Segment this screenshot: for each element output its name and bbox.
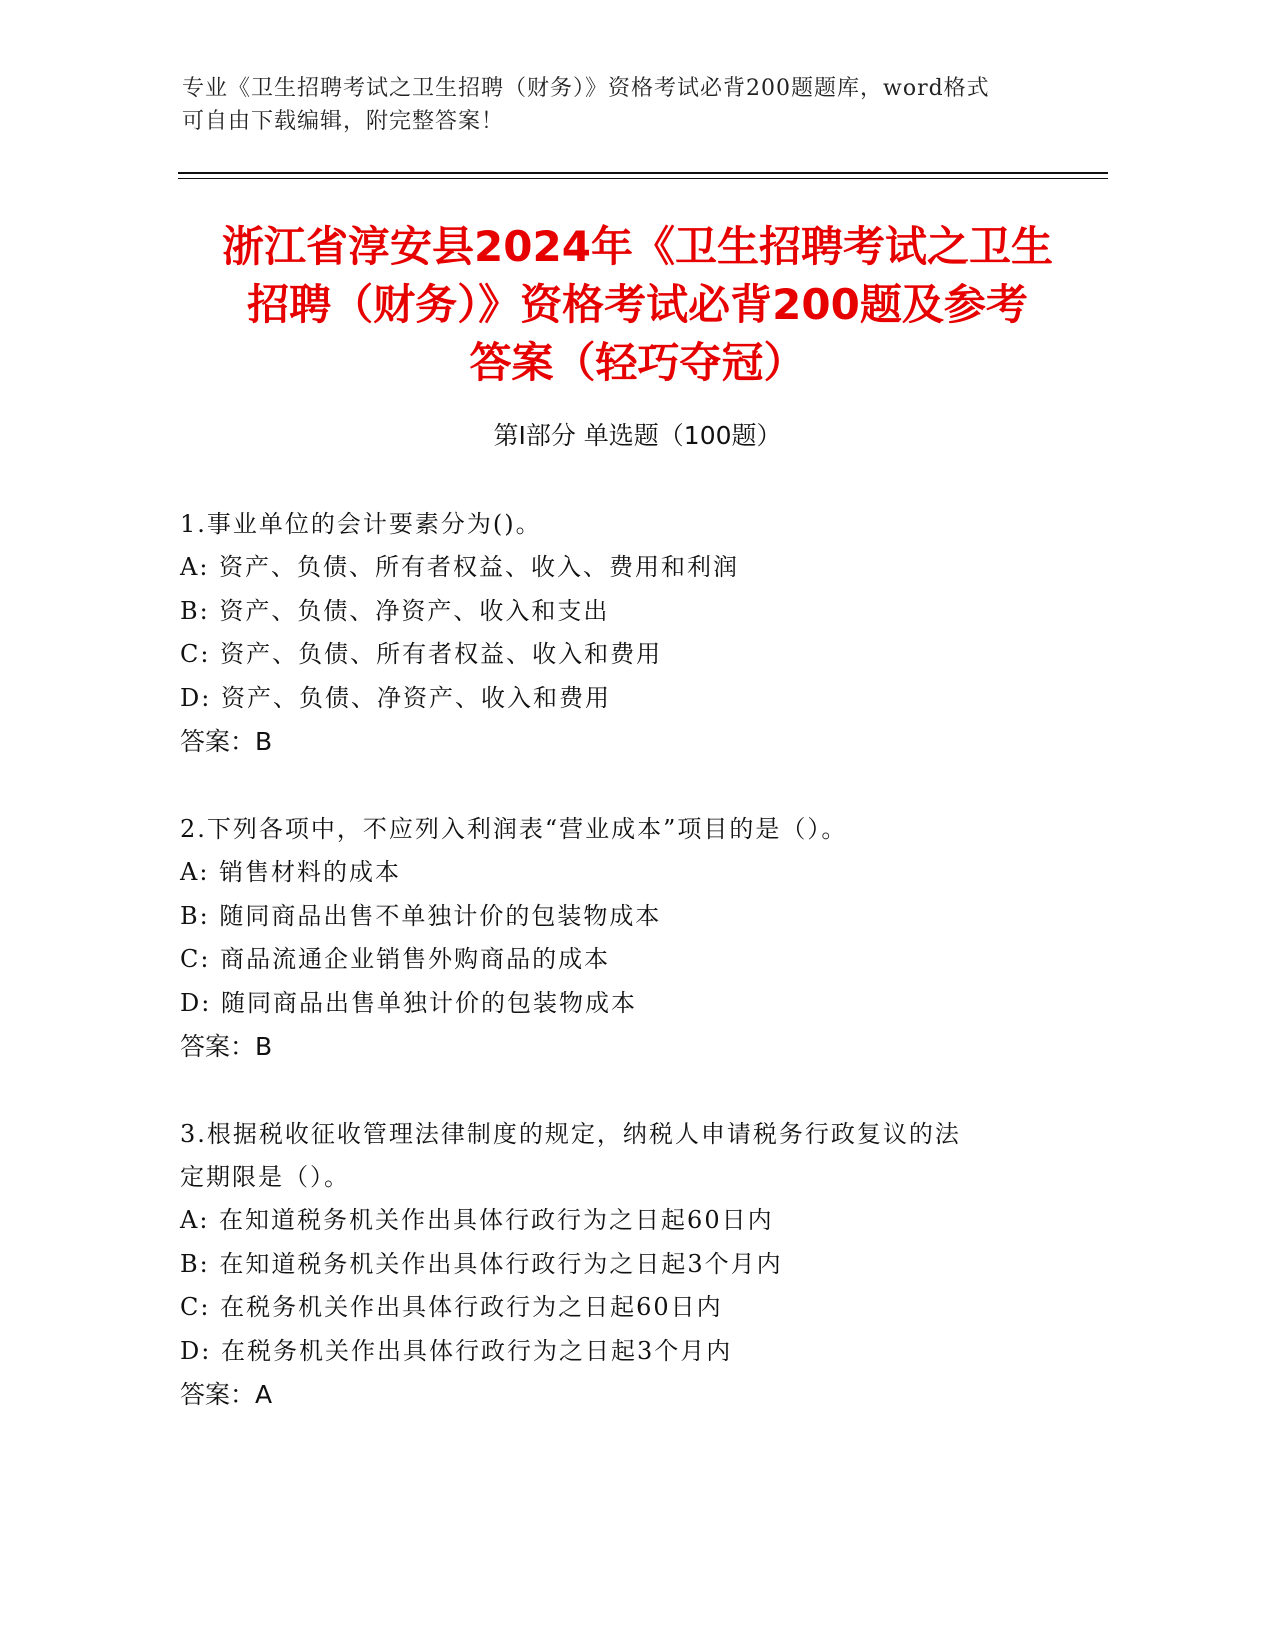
question-option: A: 在知道税务机关作出具体行政行为之日起60日内 [180,1206,774,1234]
question-stem: 1.事业单位的会计要素分为()。 [180,510,542,538]
title-line: 浙江省淳安县2024年《卫生招聘考试之卫生 [222,222,1053,271]
question-answer: 答案：B [180,727,273,756]
question-block [180,1113,1080,1417]
question-answer: 答案：B [180,1032,273,1061]
question-option: A: 资产、负债、所有者权益、收入、费用和利润 [180,553,740,581]
question-option: D: 在税务机关作出具体行政行为之日起3个月内 [180,1336,733,1365]
question-option: C: 在税务机关作出具体行政行为之日起60日内 [180,1293,723,1321]
section-title: 第Ⅰ部分 单选题（100题） [493,421,782,450]
question-option: D: 资产、负债、净资产、收入和费用 [180,683,611,712]
title-line: 招聘（财务）》资格考试必背200题及参考 [247,280,1028,329]
document-title [160,218,1115,392]
question-answer: 答案：A [180,1380,273,1409]
header-divider [178,172,1108,174]
question-option: B: 资产、负债、净资产、收入和支出 [180,596,610,625]
question-block [180,808,1080,1069]
title-line: 答案（轻巧夺冠） [469,338,806,387]
question-block [180,503,1080,764]
header-divider-thin [178,178,1108,179]
question-option: B: 随同商品出售不单独计价的包装物成本 [180,901,662,930]
question-stem: 2.下列各项中，不应列入利润表“营业成本”项目的是（）。 [180,815,848,843]
question-stem: 3.根据税收征收管理法律制度的规定，纳税人申请税务行政复议的法 [180,1120,961,1148]
header-note-line: 专业《卫生招聘考试之卫生招聘（财务）》资格考试必背200题题库，word格式 [182,76,990,101]
question-option: D: 随同商品出售单独计价的包装物成本 [180,988,637,1017]
question-option: C: 资产、负债、所有者权益、收入和费用 [180,640,663,668]
question-option: C: 商品流通企业销售外购商品的成本 [180,945,611,973]
question-option: A: 销售材料的成本 [180,858,402,886]
question-stem: 定期限是（）。 [180,1163,350,1191]
header-note-line: 可自由下载编辑，附完整答案！ [182,109,505,134]
header-note [182,72,1082,138]
question-option: B: 在知道税务机关作出具体行政行为之日起3个月内 [180,1249,783,1278]
